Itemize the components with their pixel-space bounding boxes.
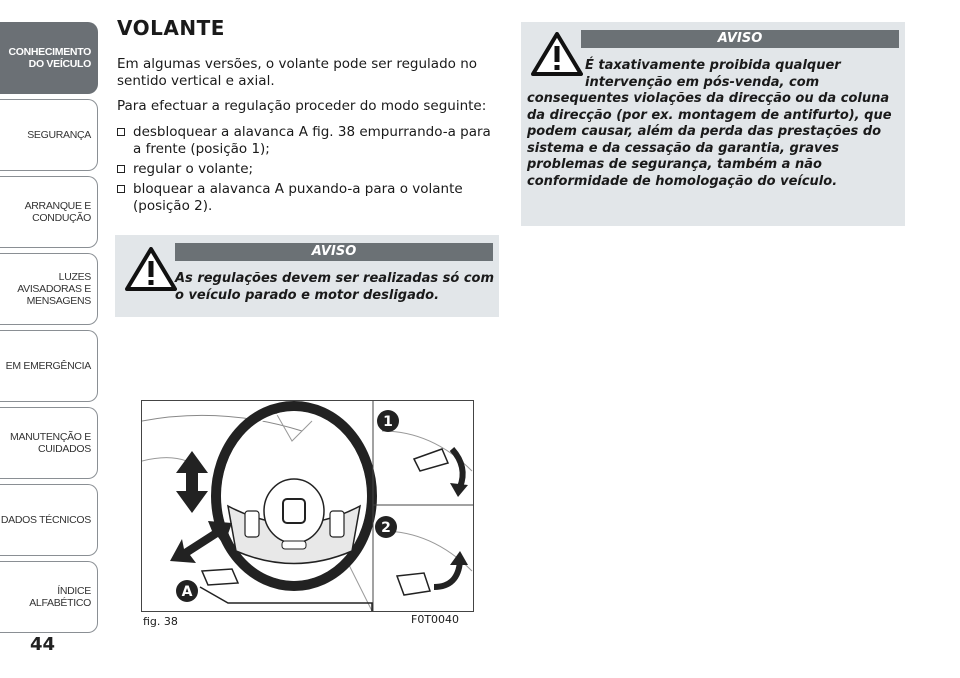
list-item xyxy=(117,124,497,158)
intro-paragraph: Em algumas versões, o volante pode ser regulado no sentido vertical e axial. xyxy=(117,56,478,89)
callout-2-label: 2 xyxy=(381,520,391,536)
callout-a-label: A xyxy=(181,584,193,600)
warning-text: As regulações devem ser realizadas só com o veículo parado e motor desligado. xyxy=(175,271,495,303)
list-item xyxy=(117,161,497,178)
tab-luzes-avisadoras[interactable] xyxy=(0,253,98,325)
tab-arranque-e-conducao[interactable] xyxy=(0,176,98,248)
checkbox-bullet-icon xyxy=(117,128,125,136)
warning-header: AVISO xyxy=(175,243,493,261)
callout-1-label: 1 xyxy=(383,414,393,430)
procedure-intro: Para efectuar a regulação proceder do modo seguinte: xyxy=(117,98,487,114)
tab-em-emergencia[interactable] xyxy=(0,330,98,402)
tab-indice-alfabetico[interactable] xyxy=(0,561,98,633)
tab-conhecimento-do-veiculo[interactable] xyxy=(0,22,98,94)
figure-caption: fig. 38 xyxy=(143,615,178,628)
steering-wheel-figure xyxy=(141,400,474,612)
tab-label: EM EMERGÊNCIA xyxy=(5,360,91,372)
tab-label: ARRANQUE E CONDUÇÃO xyxy=(24,200,91,224)
figure-code: F0T0040 xyxy=(411,613,460,626)
tab-label: LUZES AVISADORAS E MENSAGENS xyxy=(17,271,91,307)
step-text: desbloquear a alavanca A fig. 38 empurrando-a para a frente (posição 1); xyxy=(133,124,491,157)
procedure-steps xyxy=(117,124,497,218)
tab-label: MANUTENÇÃO E CUIDADOS xyxy=(10,431,91,455)
warning-triangle-icon xyxy=(531,32,583,76)
tab-manutencao-e-cuidados[interactable] xyxy=(0,407,98,479)
tab-dados-tecnicos[interactable] xyxy=(0,484,98,556)
warning-text-lead: É taxativamente proibida qualquer intervenção em pós-venda, com xyxy=(585,58,841,90)
warning-header: AVISO xyxy=(581,30,899,48)
tab-label: SEGURANÇA xyxy=(27,129,91,141)
list-item xyxy=(117,181,497,215)
checkbox-bullet-icon xyxy=(117,165,125,173)
warning-box-post-sale xyxy=(521,22,905,226)
tab-label: CONHECIMENTO DO VEÍCULO xyxy=(8,46,91,70)
section-title: VOLANTE xyxy=(117,16,225,40)
warning-text-rest: consequentes violações da direcção ou da coluna da direcção (por ex. montagem de antifurto), que podem causar, além da perda das prestações do sistema e da cessação da garantia, graves problemas de segurança, também a não conformidade de homologação do veículo. xyxy=(527,91,892,189)
steering-adjustment-illustration xyxy=(142,401,473,611)
checkbox-bullet-icon xyxy=(117,185,125,193)
tab-label: DADOS TÉCNICOS xyxy=(0,514,91,526)
warning-box-operation xyxy=(115,235,499,317)
page-number: 44 xyxy=(30,634,56,655)
warning-triangle-icon xyxy=(125,247,177,291)
step-text: regular o volante; xyxy=(133,161,254,177)
tab-seguranca[interactable] xyxy=(0,99,98,171)
step-text: bloquear a alavanca A puxando-a para o volante (posição 2). xyxy=(133,181,463,214)
tab-label: ÍNDICE ALFABÉTICO xyxy=(29,585,91,609)
